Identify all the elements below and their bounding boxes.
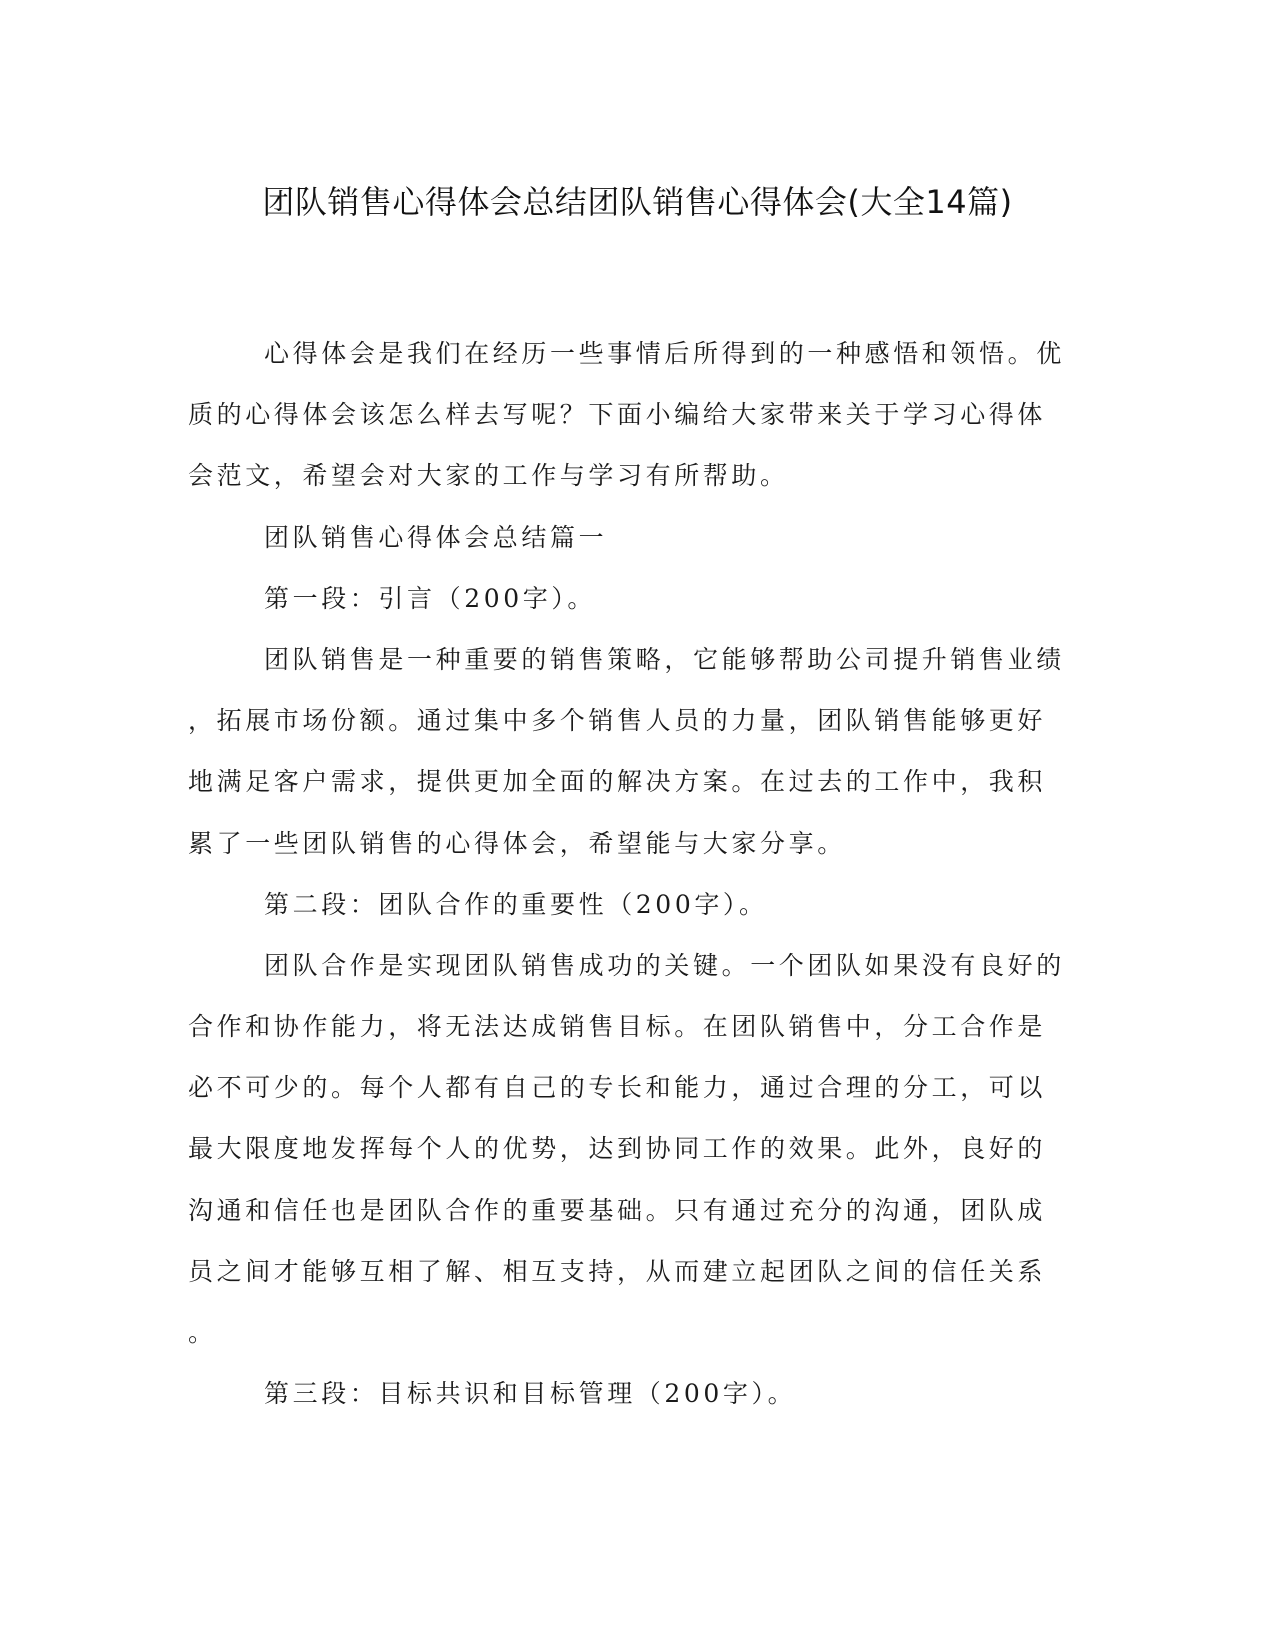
text-line: 质的心得体会该怎么样去写呢？下面小编给大家带来关于学习心得体 [188,400,1047,430]
paragraph-heading: 第一段：引言（200字）。 [264,583,597,613]
text-line: 累了一些团队销售的心得体会，希望能与大家分享。 [188,828,846,858]
text-line: 地满足客户需求，提供更加全面的解决方案。在过去的工作中，我积 [188,767,1047,797]
text-line: 员之间才能够互相了解、相互支持，从而建立起团队之间的信任关系 [188,1256,1047,1286]
text-line: 心得体会是我们在经历一些事情后所得到的一种感悟和领悟。优 [264,339,1065,368]
text-line: 合作和协作能力，将无法达成销售目标。在团队销售中，分工合作是 [188,1012,1047,1042]
text-line: 团队合作是实现团队销售成功的关键。一个团队如果没有良好的 [264,950,1065,980]
text-line: 团队销售是一种重要的销售策略，它能够帮助公司提升销售业绩 [264,644,1065,674]
text-line: ，拓展市场份额。通过集中多个销售人员的力量，团队销售能够更好 [188,706,1047,736]
text-line: 。 [188,1318,217,1347]
text-line: 沟通和信任也是团队合作的重要基础。只有通过充分的沟通，团队成 [188,1195,1047,1225]
paragraph-heading: 第二段：团队合作的重要性（200字）。 [264,889,768,919]
text-line: 必不可少的。每个人都有自己的专长和能力，通过合理的分工，可以 [188,1073,1047,1103]
document-title: 团队销售心得体会总结团队销售心得体会(大全14篇) [262,183,1013,221]
document-body [188,323,1078,1424]
paragraph-heading: 第三段：目标共识和目标管理（200字）。 [264,1379,797,1409]
text-line: 会范文，希望会对大家的工作与学习有所帮助。 [188,461,789,491]
text-line: 最大限度地发挥每个人的优势，达到协同工作的效果。此外，良好的 [188,1134,1047,1164]
section-heading: 团队销售心得体会总结篇一 [264,522,608,552]
